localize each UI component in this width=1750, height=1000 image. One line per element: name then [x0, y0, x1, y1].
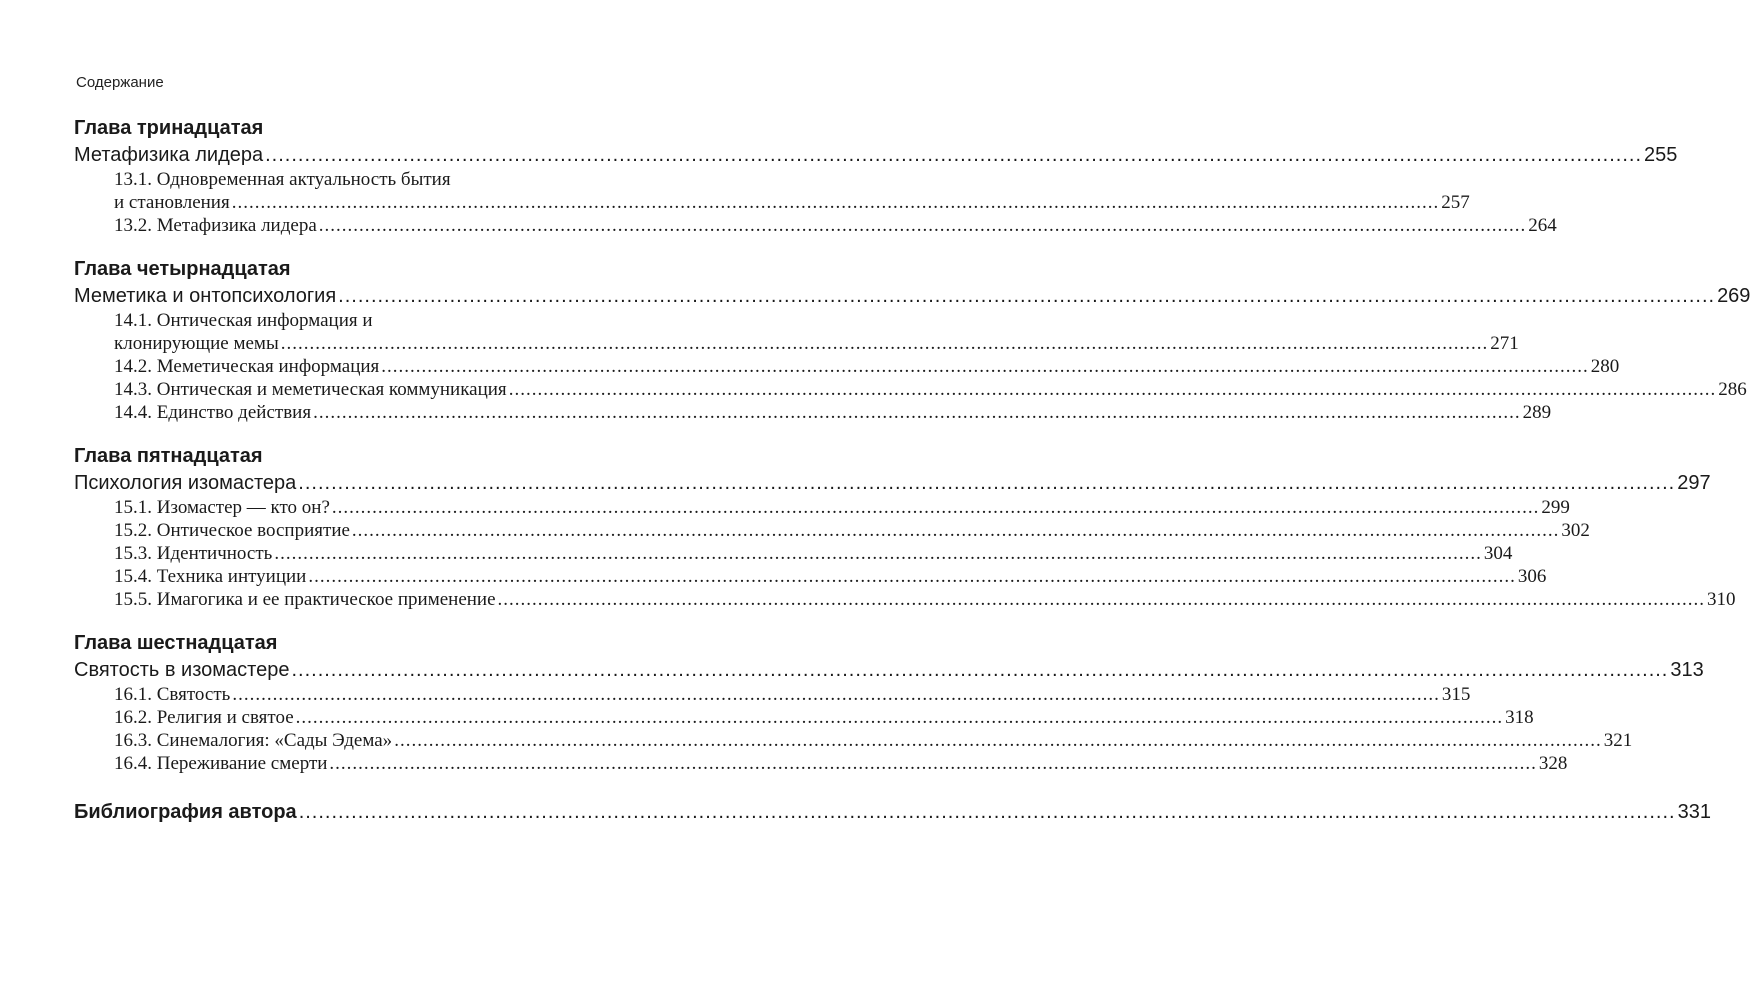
entry-title: Психология изомастера — [74, 472, 297, 494]
dot-leader: .................................................................................................................................................................................................................. — [291, 659, 1669, 681]
entry-title: 15.2. Онтическое восприятие — [114, 520, 350, 541]
dot-leader: .................................................................................................................................................................................................................. — [394, 730, 1602, 751]
subsection-entry — [74, 496, 1570, 519]
toc-entry — [74, 142, 1678, 168]
page-number: 315 — [1441, 684, 1471, 705]
toc-entry — [114, 542, 1513, 565]
subsection-entry — [74, 542, 1513, 565]
dot-leader: .................................................................................................................................................................................................................. — [280, 333, 1489, 354]
page-number: 255 — [1644, 144, 1678, 166]
toc-entry — [114, 683, 1471, 706]
subsection-entry — [74, 729, 1633, 752]
entry-title: 15.3. Идентичность — [114, 543, 273, 564]
dot-leader: .................................................................................................................................................................................................................. — [231, 192, 1440, 213]
toc-entry — [114, 191, 1470, 214]
dot-leader: .................................................................................................................................................................................................................. — [351, 520, 1560, 541]
subsection-entry — [74, 378, 1747, 401]
bibliography-entry — [74, 799, 1711, 825]
entry-title: Святость в изомастере — [74, 659, 290, 681]
toc-entry — [114, 729, 1633, 752]
entry-title: 13.2. Метафизика лидера — [114, 215, 317, 236]
toc-entry — [74, 283, 1750, 309]
subsection-title-line: 13.1. Одновременная актуальность бытия — [114, 169, 451, 190]
entry-title: 16.1. Святость — [114, 684, 231, 705]
toc-entry — [114, 496, 1570, 519]
dot-leader: .................................................................................................................................................................................................................. — [274, 543, 1482, 564]
toc-entry — [114, 752, 1568, 775]
entry-title: 16.4. Переживание смерти — [114, 753, 328, 774]
table-of-contents — [74, 114, 1750, 825]
entry-title: Библиография автора — [74, 801, 297, 823]
entry-title: Метафизика лидера — [74, 144, 264, 166]
entry-title: 14.4. Единство действия — [114, 402, 312, 423]
page-number: 304 — [1483, 543, 1513, 564]
toc-entry — [74, 470, 1711, 496]
page-number: 299 — [1541, 497, 1570, 518]
subsection-entry — [74, 588, 1736, 611]
subsection-entry — [74, 565, 1547, 588]
entry-title: 15.1. Изомастер — кто он? — [114, 497, 330, 518]
subsection-entry — [74, 214, 1557, 237]
dot-leader: .................................................................................................................................................................................................................. — [497, 589, 1706, 610]
page-number: 264 — [1528, 215, 1557, 236]
subsection-entry — [74, 355, 1620, 378]
entry-title: клонирующие мемы — [114, 333, 279, 354]
entry-title: Меметика и онтопсихология — [74, 285, 337, 307]
subsection-entry — [74, 519, 1590, 542]
page-number: 310 — [1707, 589, 1736, 610]
subsection-title-line: 14.1. Онтическая информация и — [114, 310, 373, 331]
entry-title: и становления — [114, 192, 230, 213]
chapter-heading: Глава пятнадцатая — [74, 445, 263, 467]
page-number: 269 — [1717, 285, 1750, 307]
entry-title: 14.3. Онтическая и меметическая коммуникация — [114, 379, 507, 400]
page-number: 328 — [1538, 753, 1568, 774]
dot-leader: .................................................................................................................................................................................................................. — [329, 753, 1537, 774]
page-number: 302 — [1561, 520, 1590, 541]
page-number: 297 — [1677, 472, 1711, 494]
chapter-block — [74, 442, 1736, 611]
subsection-entry — [74, 752, 1568, 775]
page-number: 331 — [1677, 801, 1711, 823]
dot-leader: .................................................................................................................................................................................................................. — [308, 566, 1516, 587]
page-number: 306 — [1517, 566, 1547, 587]
dot-leader: .................................................................................................................................................................................................................. — [298, 801, 1676, 823]
page-number: 318 — [1505, 707, 1534, 728]
entry-title: 15.5. Имагогика и ее практическое применение — [114, 589, 496, 610]
page-number: 321 — [1603, 730, 1633, 751]
toc-entry — [114, 565, 1547, 588]
page-number: 286 — [1718, 379, 1747, 400]
page-number: 313 — [1670, 659, 1704, 681]
page-number: 280 — [1590, 356, 1620, 377]
page-number: 289 — [1522, 402, 1552, 423]
dot-leader: .................................................................................................................................................................................................................. — [381, 356, 1589, 377]
dot-leader: .................................................................................................................................................................................................................. — [318, 215, 1527, 236]
entry-title: 14.2. Меметическая информация — [114, 356, 380, 377]
toc-entry — [114, 332, 1519, 355]
dot-leader: .................................................................................................................................................................................................................. — [313, 402, 1521, 423]
dot-leader: .................................................................................................................................................................................................................. — [298, 472, 1676, 494]
dot-leader: .................................................................................................................................................................................................................. — [338, 285, 1716, 307]
dot-leader: .................................................................................................................................................................................................................. — [232, 684, 1440, 705]
subsection-entry — [74, 706, 1534, 729]
chapter-block — [74, 255, 1750, 424]
dot-leader: .................................................................................................................................................................................................................. — [265, 144, 1643, 166]
page-number: 271 — [1490, 333, 1519, 354]
dot-leader: .................................................................................................................................................................................................................. — [508, 379, 1717, 400]
entry-title: 16.2. Религия и святое — [114, 707, 294, 728]
toc-entry — [114, 355, 1620, 378]
toc-entry — [114, 401, 1552, 424]
chapter-block — [74, 629, 1704, 775]
toc-entry — [114, 706, 1534, 729]
subsection-entry — [74, 309, 1519, 355]
toc-entry — [74, 657, 1704, 683]
toc-entry — [114, 378, 1747, 401]
entry-title: 16.3. Синемалогия: «Сады Эдема» — [114, 730, 393, 751]
running-head: Содержание — [76, 74, 164, 91]
page-number: 257 — [1441, 192, 1470, 213]
toc-entry — [114, 519, 1590, 542]
entry-title: 15.4. Техника интуиции — [114, 566, 307, 587]
subsection-entry — [74, 168, 1470, 214]
dot-leader: .................................................................................................................................................................................................................. — [331, 497, 1540, 518]
chapter-heading: Глава шестнадцатая — [74, 632, 278, 654]
chapter-block — [74, 114, 1678, 237]
dot-leader: .................................................................................................................................................................................................................. — [295, 707, 1504, 728]
subsection-entry — [74, 683, 1471, 706]
toc-entry — [114, 588, 1736, 611]
toc-entry — [114, 214, 1557, 237]
chapter-heading: Глава четырнадцатая — [74, 258, 291, 280]
subsection-entry — [74, 401, 1552, 424]
chapter-heading: Глава тринадцатая — [74, 117, 264, 139]
